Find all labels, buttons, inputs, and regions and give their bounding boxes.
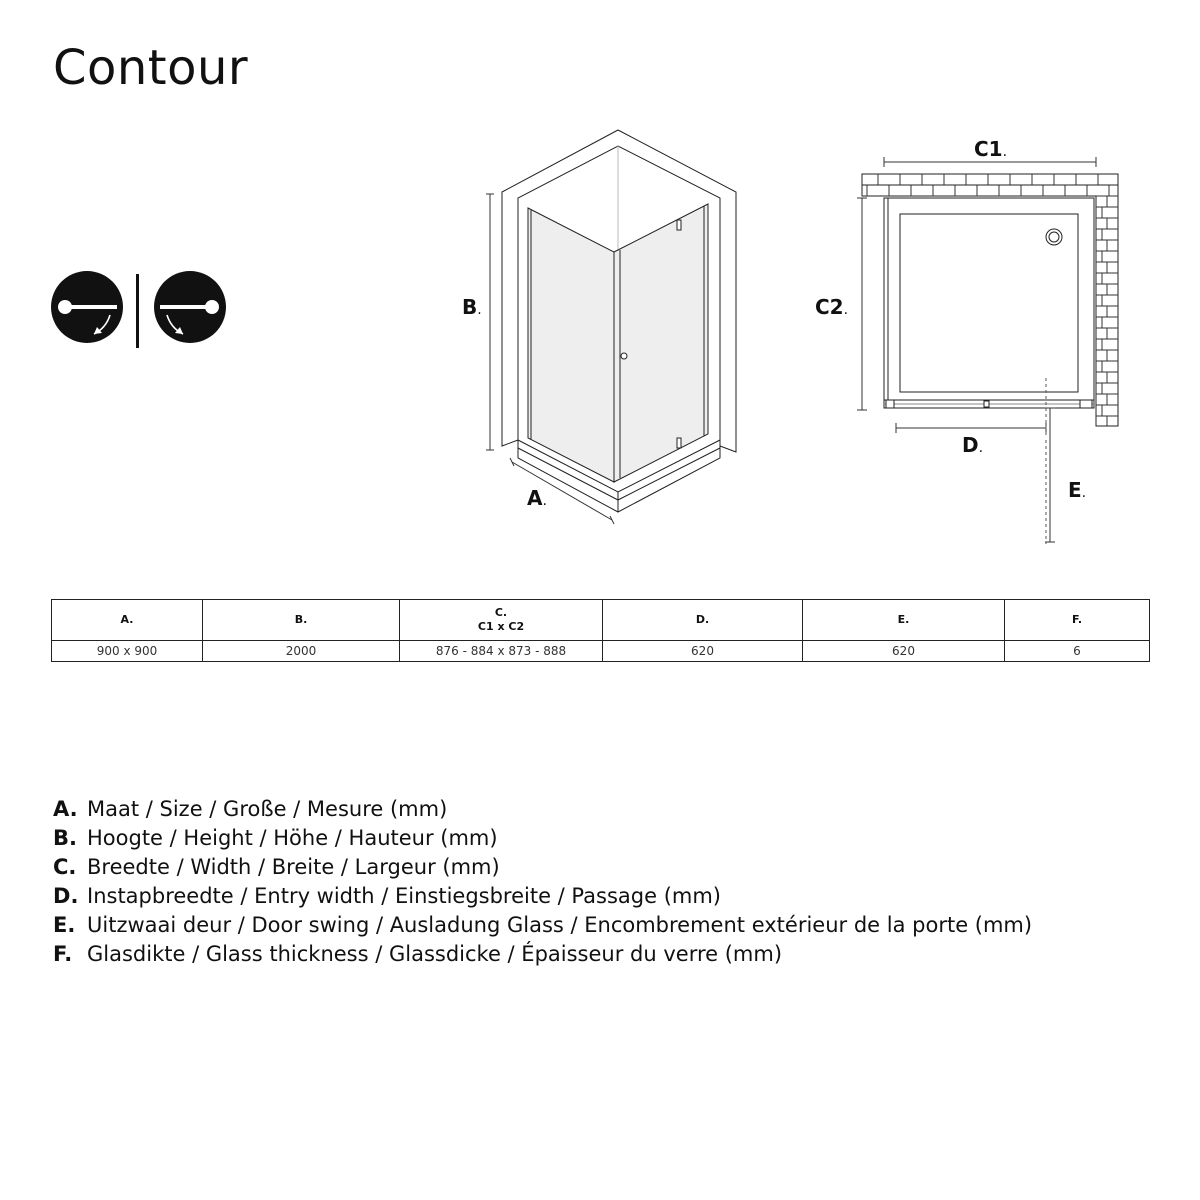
spec-header-a: A. (52, 600, 203, 641)
spec-value-b: 2000 (203, 641, 400, 662)
spec-header-f: F. (1005, 600, 1150, 641)
dim-label-a: A. (527, 486, 547, 510)
legend-item-e: E. Uitzwaai deur / Door swing / Ausladung Glass / Encombrement extérieur de la porte (mm) (53, 913, 1033, 937)
legend-item-c: C. Breedte / Width / Breite / Largeur (mm) (53, 855, 500, 879)
spec-value-f: 6 (1005, 641, 1150, 662)
dim-label-c1: C1. (974, 137, 1008, 161)
isometric-enclosure (486, 130, 736, 524)
spec-header-c: C. C1 x C2 (400, 600, 603, 641)
spec-value-a: 900 x 900 (52, 641, 203, 662)
dim-label-d: D. (962, 433, 984, 457)
legend-item-a: A. Maat / Size / Große / Mesure (mm) (53, 797, 448, 821)
dim-label-c2: C2. (815, 295, 849, 319)
legend-item-b: B. Hoogte / Height / Höhe / Hauteur (mm) (53, 826, 498, 850)
spec-table-header (52, 600, 1150, 641)
spec-value-c: 876 - 884 x 873 - 888 (400, 641, 603, 662)
spec-value-e: 620 (803, 641, 1005, 662)
spec-header-e: E. (803, 600, 1005, 641)
legend (53, 795, 1032, 969)
legend-item-d: D. Instapbreedte / Entry width / Einstiegsbreite / Passage (mm) (53, 884, 721, 908)
spec-table (51, 599, 1150, 662)
spec-header-d: D. (603, 600, 803, 641)
dim-label-e: E. (1068, 478, 1087, 502)
spec-value-d: 620 (603, 641, 803, 662)
dim-label-b: B. (462, 295, 482, 319)
spec-header-b: B. (203, 600, 400, 641)
spec-table-row (52, 641, 1150, 662)
page-title: Contour (53, 40, 249, 96)
technical-drawing (0, 0, 1200, 580)
legend-item-f: F. Glasdikte / Glass thickness / Glassdicke / Épaisseur du verre (mm) (53, 942, 783, 966)
